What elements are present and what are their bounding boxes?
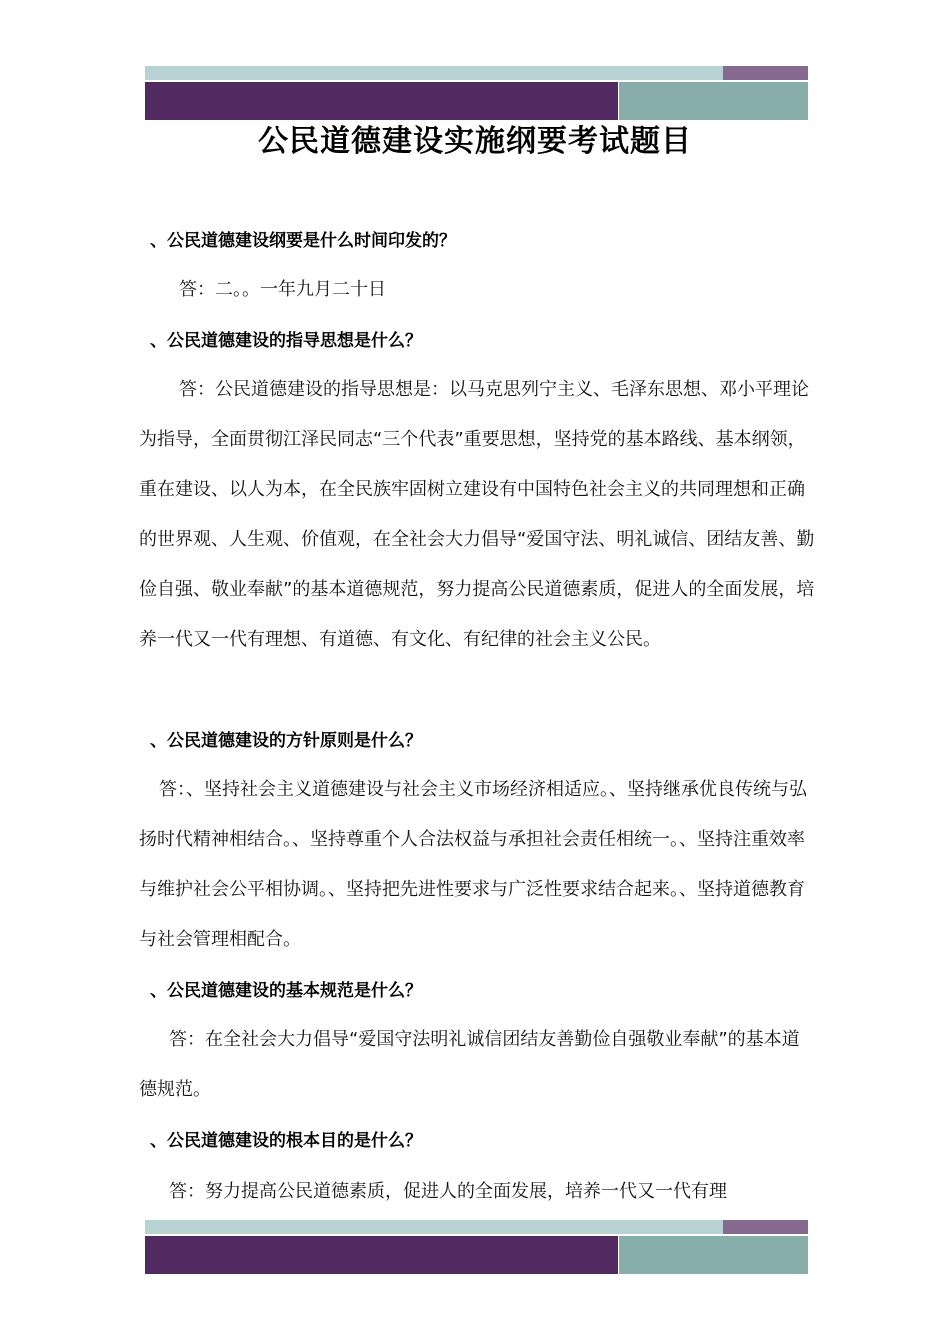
answer-5 — [139, 1167, 815, 1217]
question-3: 、公民道德建设的方针原则是什么？ — [150, 731, 422, 751]
header-teal-block — [619, 82, 808, 120]
question-4: 、公民道德建设的基本规范是什么？ — [150, 981, 422, 1001]
header-accent-block — [723, 66, 808, 80]
answer-text: 答：努力提高公民道德素质，促进人的全面发展，培养一代又一代有理 — [169, 1181, 727, 1202]
question-2: 、公民道德建设的指导思想是什么？ — [150, 331, 422, 351]
answer-3 — [139, 765, 815, 965]
footer-accent-block — [723, 1220, 808, 1234]
header-purple-bar — [145, 82, 618, 120]
answer-text: 答：在全社会大力倡导“爱国守法明礼诚信团结友善勤俭自强敬业奉献”的基本道德规范。 — [139, 1029, 800, 1100]
answer-text: 答：、坚持社会主义道德建设与社会主义市场经济相适应。、坚持继承优良传统与弘扬时代精神相结合。、坚持尊重个人合法权益与承担社会责任相统一。、坚持注重效率与维护社会公平相协调。、坚持把先进性要求与广泛性要求结合起来。、坚持道德教育与社会管理相配合。 — [139, 779, 807, 950]
answer-4 — [139, 1015, 815, 1115]
answer-text: 答：公民道德建设的指导思想是：以马克思列宁主义、毛泽东思想、邓小平理论为指导，全面贯彻江泽民同志“三个代表”重要思想，坚持党的基本路线、基本纲领，重在建设、以人为本，在全民族牢固树立建设有中国特色社会主义的共同理想和正确的世界观、人生观、价值观，在全社会大力倡导“爱国守法、明礼诚信、团结友善、勤俭自强、敬业奉献”的基本道德规范，努力提高公民道德素质，促进人的全面发展，培养一代又一代有理想、有道德、有文化、有纪律的社会主义公民。 — [139, 379, 815, 650]
document-title: 公民道德建设实施纲要考试题目 — [258, 124, 692, 159]
footer-teal-block — [619, 1236, 808, 1274]
answer-2 — [139, 365, 815, 665]
question-1: 、公民道德建设纲要是什么时间印发的？ — [150, 231, 456, 251]
question-5: 、公民道德建设的根本目的是什么？ — [150, 1131, 422, 1151]
answer-1 — [139, 265, 815, 315]
footer-light-strip — [145, 1220, 723, 1234]
footer-purple-bar — [145, 1236, 618, 1274]
header-decor-band — [145, 66, 808, 120]
answer-text: 答：二。。一年九月二十日 — [179, 279, 386, 300]
header-light-strip — [145, 66, 723, 80]
footer-decor-band — [145, 1220, 808, 1274]
